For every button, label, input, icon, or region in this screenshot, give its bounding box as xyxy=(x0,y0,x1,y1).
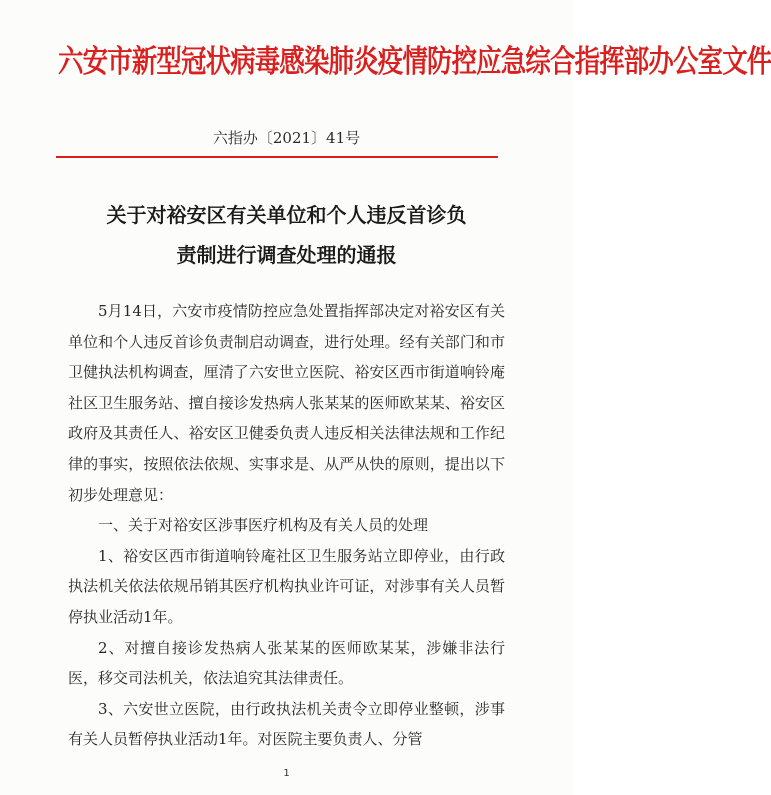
body-paragraph: 5月14日，六安市疫情防控应急处置指挥部决定对裕安区有关单位和个人违反首诊负责制启动调查，进行处理。经有关部门和市卫健执法机构调查，厘清了六安世立医院、裕安区西市街道响铃庵社区卫生服务站、擅自接诊发热病人张某某的医师欧某某、裕安区政府及其责任人、裕安区卫健委负责人违反相关法律法规和工作纪律的事实，按照依法依规、实事求是、从严从快的原则，提出以下初步处理意见： xyxy=(68,302,505,504)
section-heading: 一、关于对裕安区涉事医疗机构及有关人员的处理 xyxy=(98,516,429,535)
body-paragraph: 2、对擅自接诊发热病人张某某的医师欧某某，涉嫌非法行医，移交司法机关，依法追究其法律责任。 xyxy=(68,638,505,688)
notice-title-line-2: 责制进行调查处理的通报 xyxy=(176,243,397,267)
body-paragraph: 1、裕安区西市街道响铃庵社区卫生服务站立即停业，由行政执法机关依法依规吊销其医疗机构执业许可证，对涉事有关人员暂停执业活动1年。 xyxy=(68,546,505,626)
notice-body xyxy=(68,296,505,755)
document-number: 六指办〔2021〕41号 xyxy=(212,129,361,147)
header-divider xyxy=(56,156,498,158)
document-header-title: 六安市新型冠状病毒感染肺炎疫情防控应急综合指挥部办公室文件 xyxy=(58,44,771,80)
notice-title-line-1: 关于对裕安区有关单位和个人违反首诊负 xyxy=(106,203,467,227)
body-paragraph: 3、六安世立医院，由行政执法机关责令立即停业整顿，涉事有关人员暂停执业活动1年。对医院主要负责人、分管 xyxy=(68,699,505,749)
page-number: 1 xyxy=(283,768,290,779)
